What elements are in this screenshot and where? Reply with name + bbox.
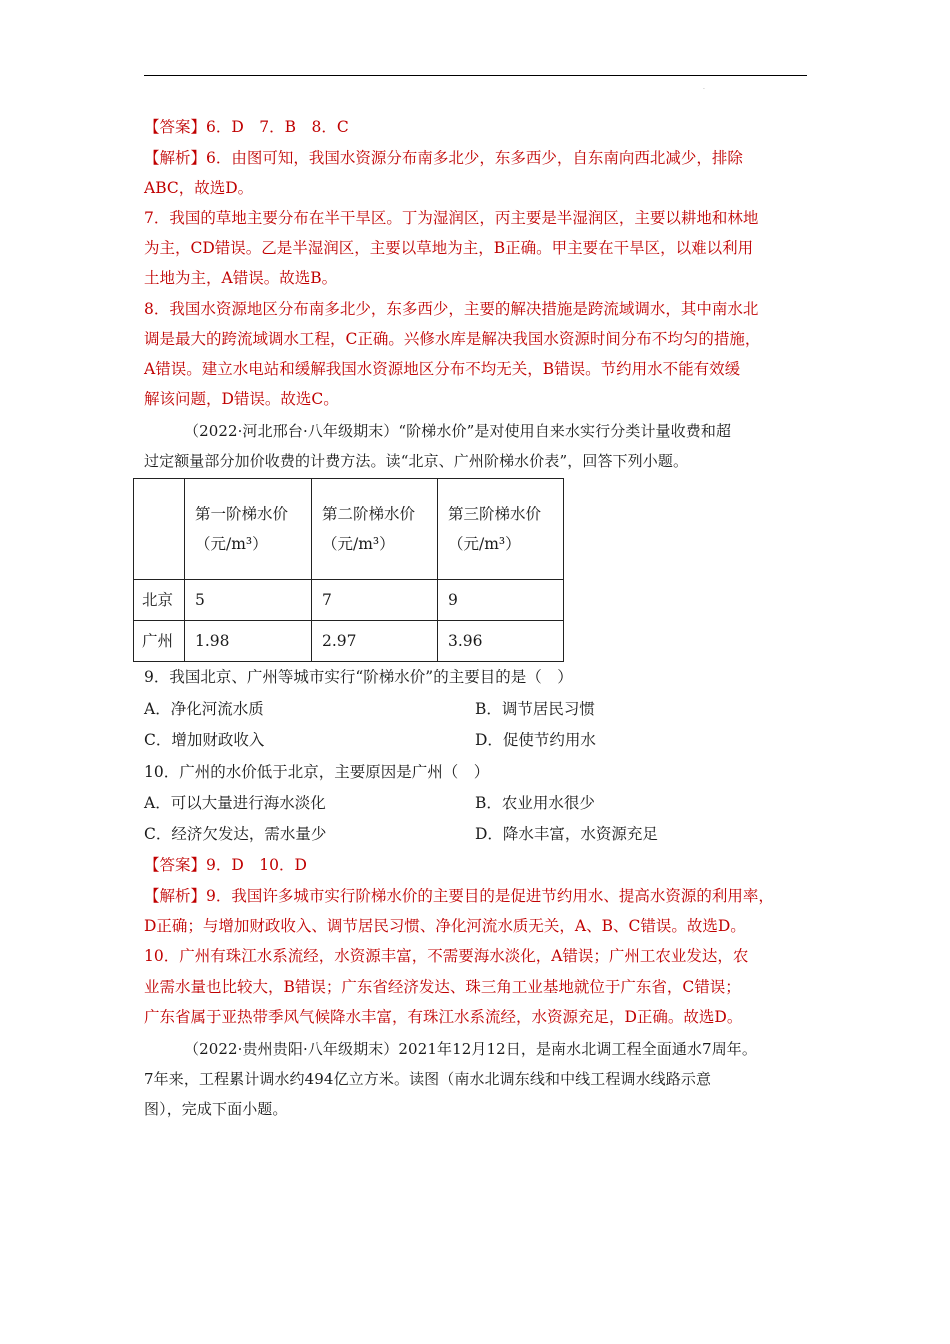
table-cell: 3.96 [438,621,564,662]
answer-tag: 【答案】 [144,118,207,136]
stem-9-10-line1: （2022·河北邢台·八年级期末）“阶梯水价”是对使用自来水实行分类计量收费和超 [184,422,732,440]
answer-tag: 【答案】 [144,856,207,874]
header-tier3: 第三阶梯水价（元/m³） [448,505,542,553]
q10-stem: 10．广州的水价低于北京，主要原因是广州（ ） [144,763,490,781]
table-cell: 9 [438,580,564,621]
analysis-q7-line2: 为主，CD错误。乙是半湿润区，主要以草地为主，B正确。甲主要在干旱区，以难以利用 [144,239,754,257]
answer-line-6-8 [144,117,824,137]
answer-text: 9．D 10．D [206,856,307,874]
table-header-cell [438,479,564,580]
analysis-q8-line2: 调是最大的跨流域调水工程，C正确。兴修水库是解决我国水资源时间分布不均匀的措施， [144,330,761,348]
q10-option-c: C．经济欠发达，需水量少 [144,825,327,843]
q9-option-c: C．增加财政收入 [144,731,265,749]
stem-next-line1: （2022·贵州贵阳·八年级期末）2021年12月12日，是南水北调工程全面通水7周年。 [184,1040,758,1058]
q10-option-d: D．降水丰富，水资源充足 [475,825,658,843]
table-cell-city: 北京 [134,580,185,621]
header-tier1: 第一阶梯水价（元/m³） [195,505,289,553]
table-header-row [134,479,564,580]
q10-option-a: A．可以大量进行海水淡化 [144,794,326,812]
water-price-table [133,478,564,662]
q10-option-b: B．农业用水很少 [475,794,595,812]
analysis-tag: 【解析】 [144,887,207,905]
analysis-q7-line1: 7．我国的草地主要分布在半干旱区。丁为湿润区，丙主要是半湿润区，主要以耕地和林地 [144,209,759,227]
table-header-cell [312,479,438,580]
table-cell: 7 [312,580,438,621]
table-cell: 5 [185,580,312,621]
stem-next-line2: 7年来，工程累计调水约494亿立方米。读图（南水北调东线和中线工程调水线路示意 [144,1070,712,1088]
analysis-q10-line2: 业需水量也比较大，B错误；广东省经济发达、珠三角工业基地就位于广东省，C错误； [144,978,741,996]
analysis-q10-line1: 10．广州有珠江水系流经，水资源丰富，不需要海水淡化，A错误；广州工农业发达，农 [144,947,749,965]
analysis-line [144,148,824,168]
analysis-q6-line2: ABC，故选D。 [144,179,254,197]
header-rule [144,75,807,76]
table-cell: 2.97 [312,621,438,662]
analysis-q7-line3: 土地为主，A错误。故选B。 [144,269,338,287]
header-mark: . [703,84,705,91]
q9-stem: 9．我国北京、广州等城市实行“阶梯水价”的主要目的是（ ） [144,668,573,686]
table-cell-city: 广州 [134,621,185,662]
analysis-q8-line4: 解该问题，D错误。故选C。 [144,390,339,408]
analysis-q6-line1: 6．由图可知，我国水资源分布南多北少，东多西少，自东南向西北减少，排除 [206,149,743,167]
stem-next-line3: 图），完成下面小题。 [144,1100,288,1118]
table-header-cell [185,479,312,580]
table-header-cell [134,479,185,580]
q9-option-d: D．促使节约用水 [475,731,596,749]
analysis-q10-line3: 广东省属于亚热带季风气候降水丰富，有珠江水系流经，水资源充足，D正确。故选D。 [144,1008,743,1026]
table-row [134,580,564,621]
analysis-tag: 【解析】 [144,149,207,167]
analysis-q9-line1: 9．我国许多城市实行阶梯水价的主要目的是促进节约用水、提高水资源的利用率， [206,887,774,905]
table-row [134,621,564,662]
answer-line-9-10 [144,855,824,875]
q9-option-a: A．净化河流水质 [144,700,264,718]
stem-9-10-line2: 过定额量部分加价收费的计费方法。读“北京、广州阶梯水价表”，回答下列小题。 [144,452,689,470]
answer-text: 6．D 7．B 8．C [206,118,349,136]
analysis-q8-line3: A错误。建立水电站和缓解我国水资源地区分布不均无关，B错误。节约用水不能有效缓 [144,360,741,378]
analysis-q9-line2: D正确；与增加财政收入、调节居民习惯、净化河流水质无关，A、B、C错误。故选D。 [144,917,746,935]
analysis-line [144,886,824,906]
q9-option-b: B．调节居民习惯 [475,700,595,718]
analysis-q8-line1: 8．我国水资源地区分布南多北少，东多西少，主要的解决措施是跨流域调水，其中南水北 [144,300,759,318]
header-tier2: 第二阶梯水价（元/m³） [322,505,416,553]
table-cell: 1.98 [185,621,312,662]
